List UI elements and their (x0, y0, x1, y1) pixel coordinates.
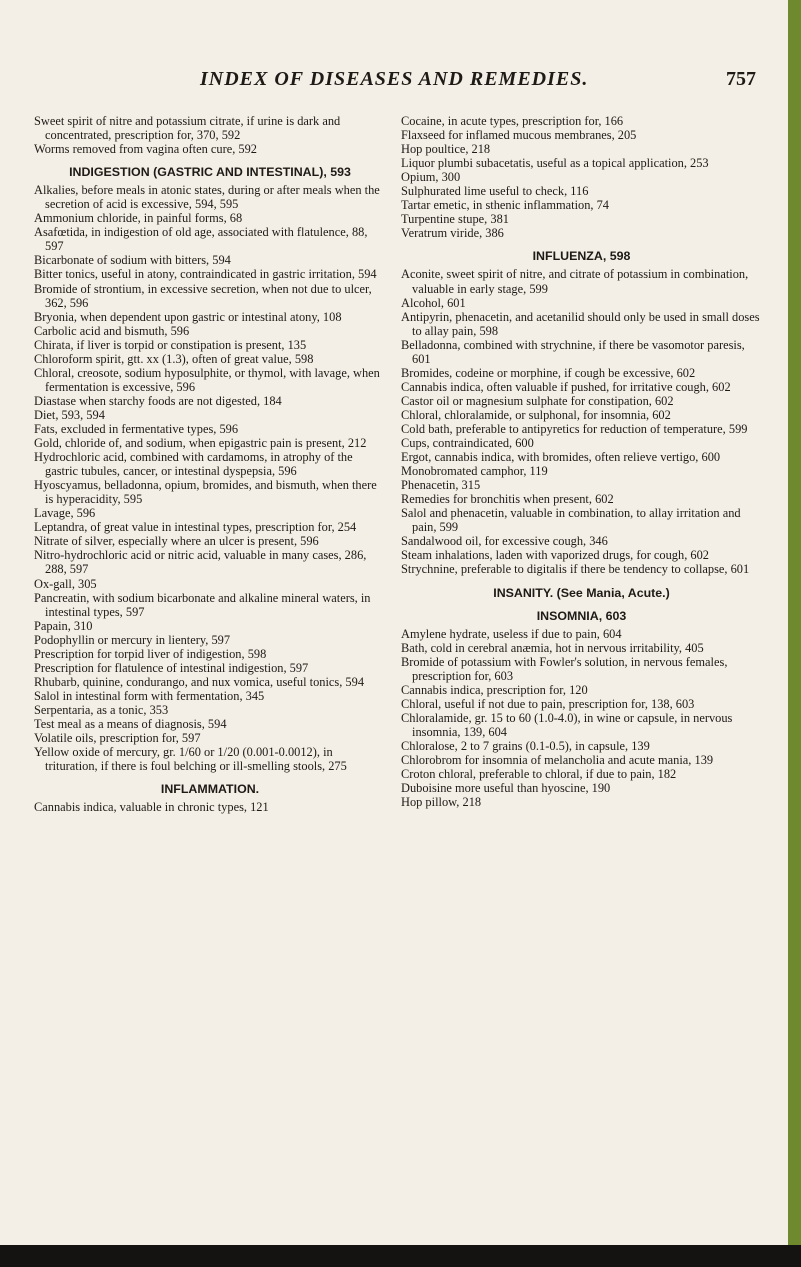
index-entry: Cold bath, preferable to antipyretics for reduction of temperature, 599 (401, 421, 748, 436)
index-entry: Ergot, cannabis indica, with bromides, often relieve vertigo, 600 (401, 450, 721, 465)
section-heading: INDIGESTION (GASTRIC AND INTESTINAL), 593 (69, 165, 351, 180)
index-entry: Chloralamide, gr. 15 to 60 (1.0-4.0), in wine or capsule, in nervous insomnia, 139, 604 (401, 710, 733, 739)
index-entry: Chloral, creosote, sodium hyposulphite, or thymol, with lavage, when fermentation is excessive, 596 (34, 365, 380, 394)
index-entry: Diastase when starchy foods are not digested, 184 (34, 393, 282, 408)
index-entry: Bromide of potassium with Fowler's solution, in nervous females, prescription for, 603 (401, 654, 728, 683)
index-entry: Liquor plumbi subacetatis, useful as a topical application, 253 (401, 156, 709, 171)
running-head: INDEX OF DISEASES AND REMEDIES. (200, 68, 589, 90)
index-entry: Fats, excluded in fermentative types, 596 (34, 421, 239, 436)
index-entry: Yellow oxide of mercury, gr. 1/60 or 1/20 (0.001-0.0012), in trituration, if there is foul belching or ill-smelling stools, 275 (34, 745, 347, 774)
index-entry: Lavage, 596 (34, 506, 96, 521)
index-entry: Monobromated camphor, 119 (401, 464, 548, 479)
index-entry: Aconite, sweet spirit of nitre, and citrate of potassium in combination, valuable in early stage, 599 (401, 267, 749, 296)
index-entry: Belladonna, combined with strychnine, if there be vasomotor paresis, 601 (401, 337, 745, 366)
index-entry: Bryonia, when dependent upon gastric or intestinal atony, 108 (34, 309, 342, 324)
index-entry: Papain, 310 (34, 618, 93, 633)
index-entry: Asafœtida, in indigestion of old age, associated with flatulence, 88, 597 (34, 225, 368, 254)
index-entry: Leptandra, of great value in intestinal types, prescription for, 254 (34, 520, 357, 535)
index-column-right (401, 114, 762, 809)
index-entry: Bromide of strontium, in excessive secretion, when not due to ulcer, 362, 596 (34, 281, 372, 310)
index-entry: Salol and phenacetin, valuable in combination, to allay irritation and pain, 599 (401, 506, 741, 535)
index-entry: Pancreatin, with sodium bicarbonate and alkaline mineral waters, in intestinal types, 597 (34, 590, 371, 619)
index-entry: Chloroform spirit, gtt. xx (1.3), often of great value, 598 (34, 351, 314, 366)
index-entry: Carbolic acid and bismuth, 596 (34, 323, 190, 338)
index-entry: Chirata, if liver is torpid or constipation is present, 135 (34, 337, 307, 352)
index-entry: Gold, chloride of, and sodium, when epigastric pain is present, 212 (34, 436, 367, 451)
index-entry: Castor oil or magnesium sulphate for constipation, 602 (401, 393, 674, 408)
index-entry: Ox-gall, 305 (34, 576, 97, 591)
index-entry: Bicarbonate of sodium with bitters, 594 (34, 253, 231, 268)
index-entry: Prescription for torpid liver of indigestion, 598 (34, 646, 267, 661)
index-entry: Opium, 300 (401, 170, 461, 185)
index-entry: Steam inhalations, laden with vaporized drugs, for cough, 602 (401, 548, 709, 563)
index-entry: Prescription for flatulence of intestinal indigestion, 597 (34, 660, 309, 675)
index-entry: Rhubarb, quinine, condurango, and nux vomica, useful tonics, 594 (34, 674, 365, 689)
index-entry: Strychnine, preferable to digitalis if there be tendency to collapse, 601 (401, 562, 750, 577)
index-entry: Veratrum viride, 386 (401, 226, 504, 241)
section-heading: INSOMNIA, 603 (536, 608, 627, 623)
book-edge-bottom (0, 1245, 801, 1267)
page-header (0, 68, 801, 102)
index-entry: Hop poultice, 218 (401, 142, 491, 157)
index-entry: Hyoscyamus, belladonna, opium, bromides, and bismuth, when there is hyperacidity, 595 (34, 478, 377, 507)
index-entry: Sweet spirit of nitre and potassium citrate, if urine is dark and concentrated, prescription for, 370, 592 (34, 114, 341, 143)
index-entry: Chloral, chloralamide, or sulphonal, for insomnia, 602 (401, 407, 671, 422)
index-entry: Nitrate of silver, especially where an ulcer is present, 596 (34, 534, 319, 549)
index-entry: Salol in intestinal form with fermentation, 345 (34, 688, 265, 703)
index-entry: Ammonium chloride, in painful forms, 68 (34, 211, 243, 226)
index-entry: Bath, cold in cerebral anæmia, hot in nervous irritability, 405 (401, 640, 704, 655)
index-entry: Cannabis indica, often valuable if pushed, for irritative cough, 602 (401, 379, 731, 394)
index-entry: Diet, 593, 594 (34, 407, 105, 422)
index-entry: Cups, contraindicated, 600 (401, 436, 534, 451)
book-edge-right (788, 0, 801, 1267)
index-entry: Antipyrin, phenacetin, and acetanilid should only be used in small doses to allay pain, 598 (401, 309, 760, 338)
page-number: 757 (726, 68, 756, 90)
index-entry: Tartar emetic, in sthenic inflammation, 74 (401, 198, 609, 213)
index-entry: Duboisine more useful than hyoscine, 190 (401, 781, 611, 796)
index-entry: Nitro-hydrochloric acid or nitric acid, valuable in many cases, 286, 288, 597 (34, 548, 367, 577)
index-entry: Phenacetin, 315 (401, 478, 481, 493)
index-entry: Alkalies, before meals in atonic states, during or after meals when the secretion of acid is excessive, 594, 595 (34, 183, 380, 212)
index-entry: Chlorobrom for insomnia of melancholia and acute mania, 139 (401, 753, 714, 768)
index-entry: Chloral, useful if not due to pain, prescription for, 138, 603 (401, 696, 695, 711)
index-entry: Amylene hydrate, useless if due to pain, 604 (401, 626, 622, 641)
index-entry: Volatile oils, prescription for, 597 (34, 731, 201, 746)
index-entry: Croton chloral, preferable to chloral, if due to pain, 182 (401, 767, 677, 782)
section-heading: INSANITY. (See Mania, Acute.) (493, 585, 670, 600)
index-entry: Hydrochloric acid, combined with cardamoms, in atrophy of the gastric tubules, cancer, or intestinal dyspepsia, 596 (34, 450, 353, 479)
index-entry: Cannabis indica, prescription for, 120 (401, 682, 588, 697)
index-entry: Chloralose, 2 to 7 grains (0.1-0.5), in capsule, 139 (401, 738, 650, 753)
index-entry: Remedies for bronchitis when present, 602 (401, 492, 614, 507)
index-entry: Sandalwood oil, for excessive cough, 346 (401, 534, 608, 549)
index-entry: Turpentine stupe, 381 (401, 212, 509, 227)
index-entry: Hop pillow, 218 (401, 795, 482, 810)
index-entry: Bitter tonics, useful in atony, contraindicated in gastric irritation, 594 (34, 267, 377, 282)
index-entry: Alcohol, 601 (401, 295, 466, 310)
index-entry: Podophyllin or mercury in lientery, 597 (34, 632, 231, 647)
index-entry: Flaxseed for inflamed mucous membranes, 205 (401, 128, 637, 143)
index-column-left (34, 114, 386, 814)
index-entry: Worms removed from vagina often cure, 592 (34, 142, 257, 157)
index-entry: Cocaine, in acute types, prescription for, 166 (401, 114, 624, 128)
index-entry: Cannabis indica, valuable in chronic types, 121 (34, 800, 269, 815)
index-entry: Sulphurated lime useful to check, 116 (401, 184, 589, 199)
index-entry: Serpentaria, as a tonic, 353 (34, 702, 169, 717)
section-heading: INFLAMMATION. (160, 782, 260, 797)
index-entry: Bromides, codeine or morphine, if cough be excessive, 602 (401, 365, 696, 380)
index-entry: Test meal as a means of diagnosis, 594 (34, 716, 227, 731)
section-heading: INFLUENZA, 598 (532, 249, 631, 264)
